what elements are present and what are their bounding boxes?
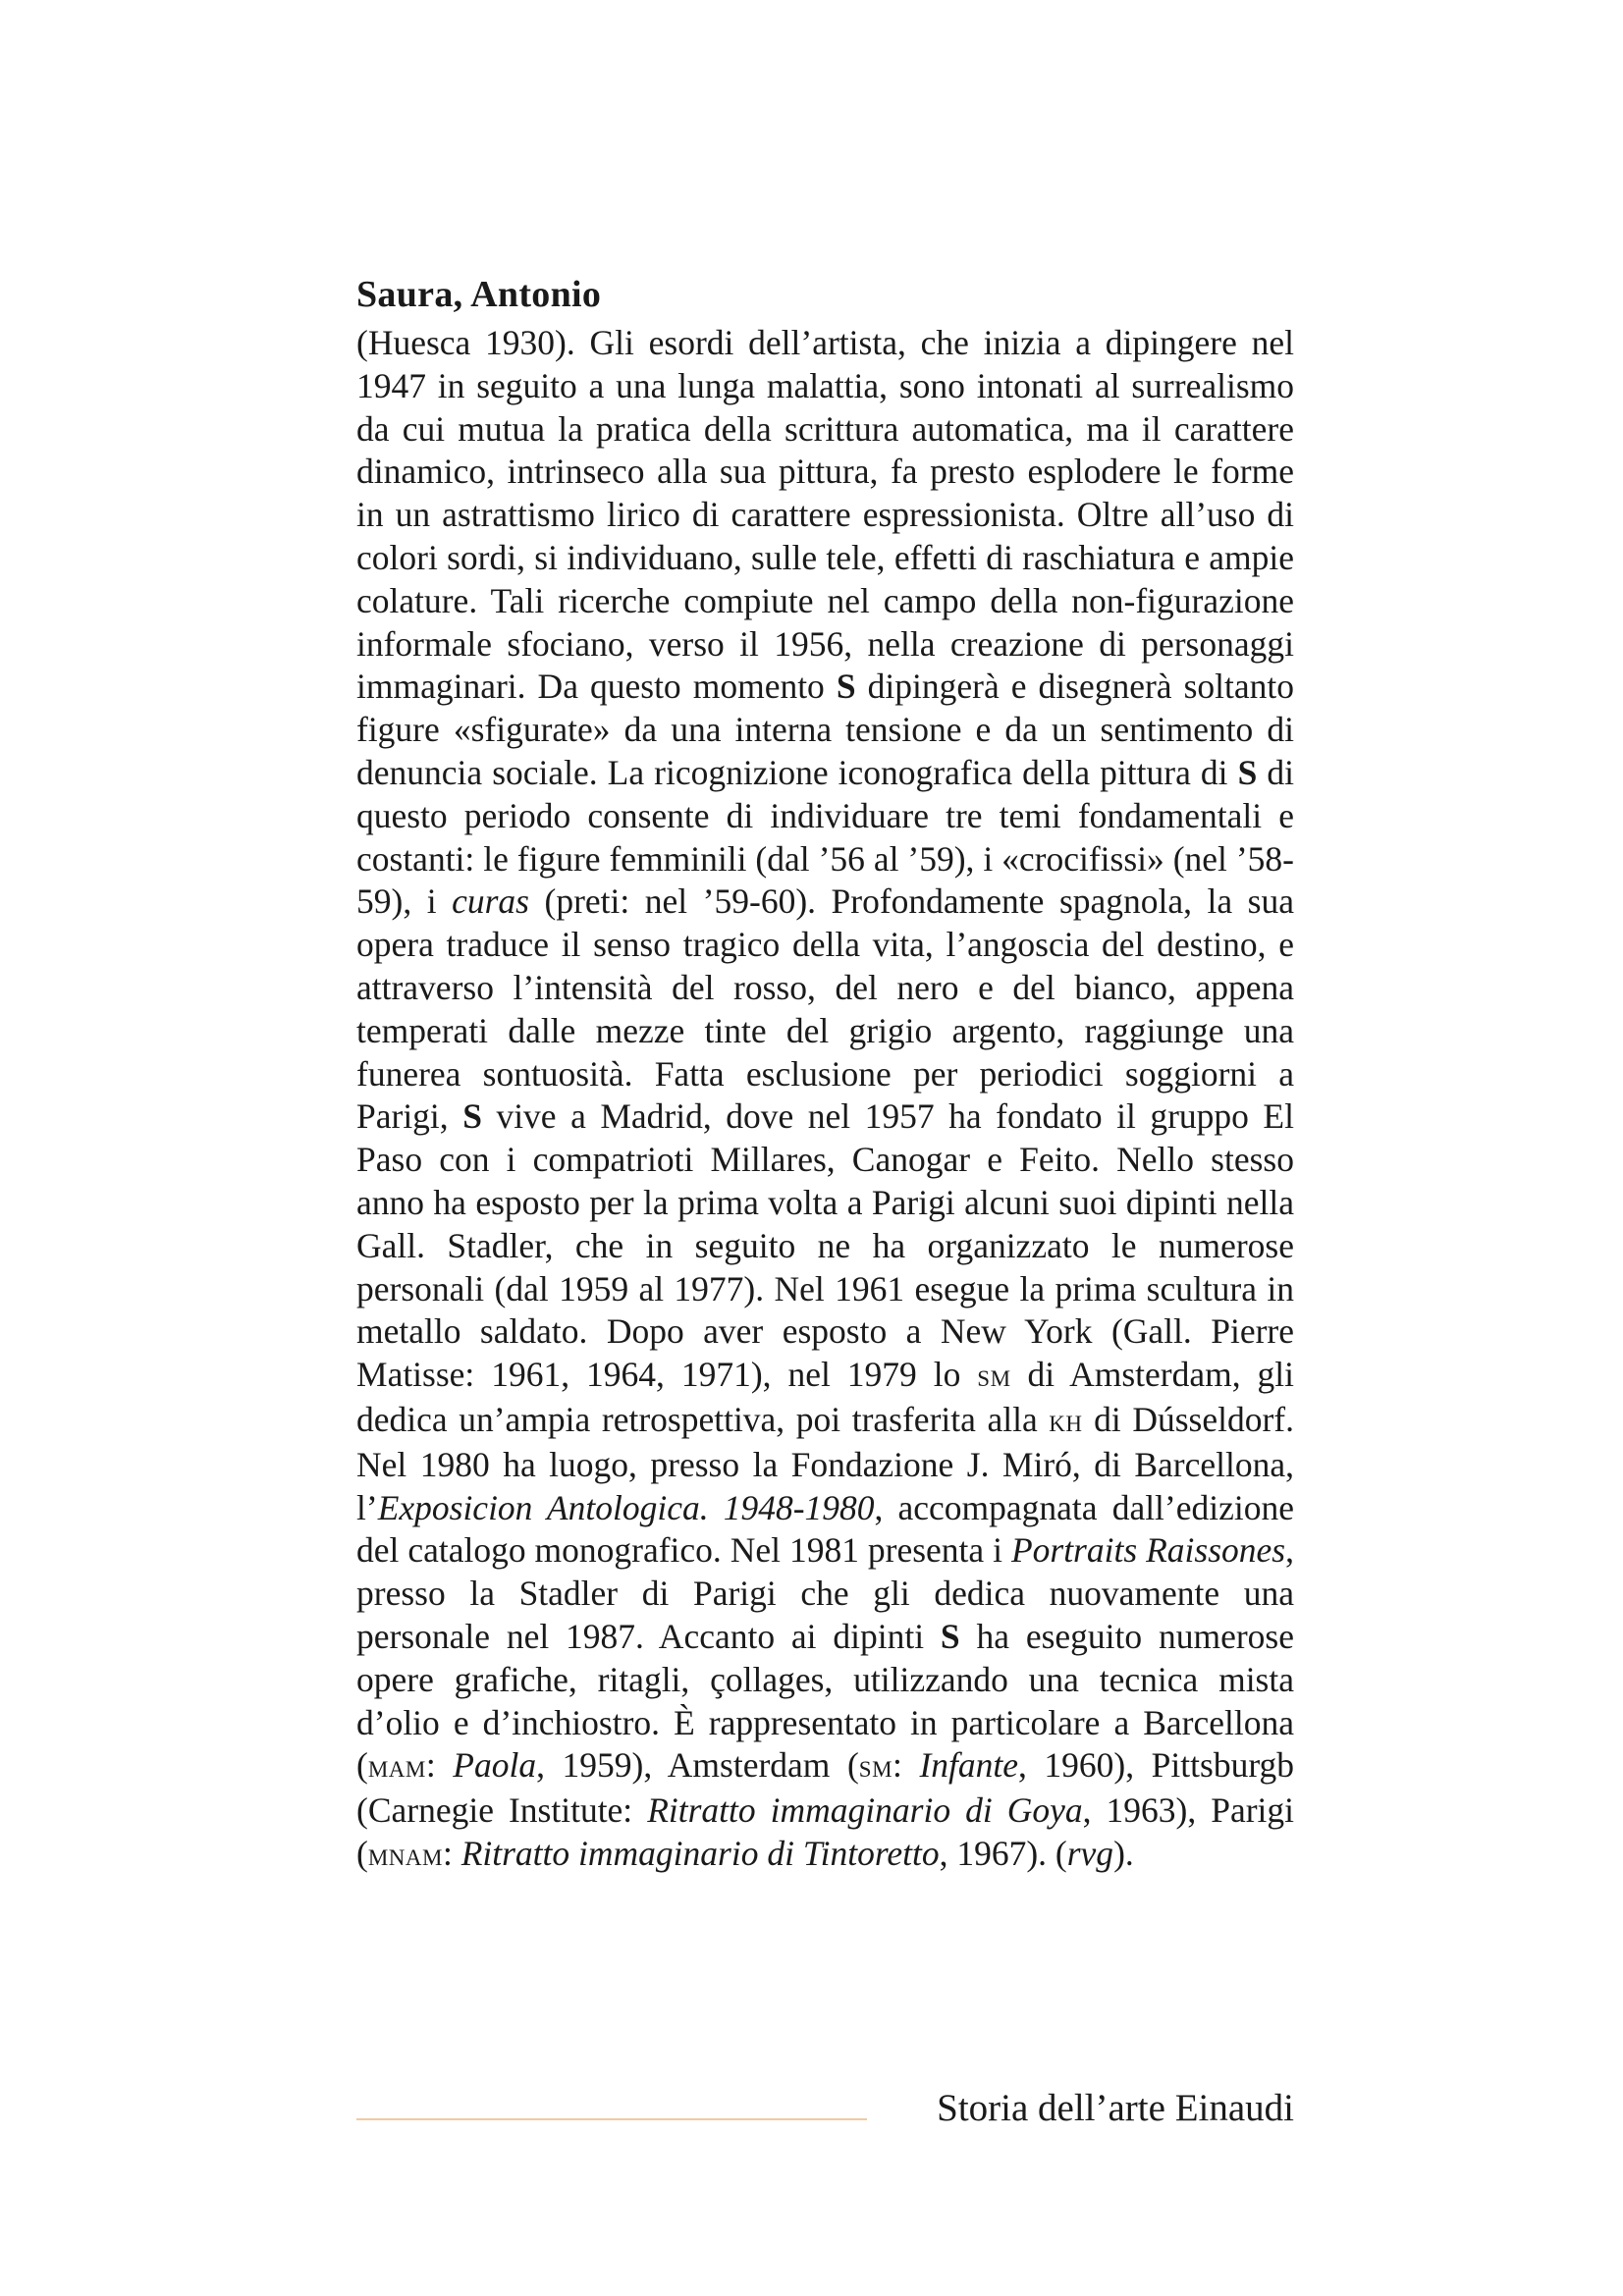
text-run: di Dússeldorf. Nel 1980 ha luogo, presso la Fondazione J. Miró, di Barcellona, l’ bbox=[356, 1399, 1294, 1527]
text-run: ). bbox=[1113, 1833, 1134, 1873]
bold-abbrev: S bbox=[462, 1096, 482, 1137]
italic-title: curas bbox=[452, 881, 529, 922]
bold-abbrev: S bbox=[940, 1616, 960, 1656]
footer-publisher-label: Storia dell’arte Einaudi bbox=[937, 2087, 1294, 2129]
text-run: , 1963), Parigi ( bbox=[356, 1790, 1294, 1873]
text-run: (Huesca 1930). Gli esordi dell’artista, che inizia a dipingere nel 1947 in seguito a una lunga malattia, sono intonati al surrealismo da cui mutua la pratica della scrittura automatica, ma il carattere dinamico, intrinseco alla sua pittura, fa presto esplodere le forme in un astrattismo lirico di carattere espressionista. Oltre all’uso di colori sordi, si individuano, sulle tele, effetti di raschiatura e ampie colature. Tali ricerche compiute nel campo della non-figurazione informale sfociano, verso il 1956, nella creazione di personaggi immaginari. Da questo momento bbox=[356, 323, 1294, 707]
italic-title: Infante bbox=[919, 1745, 1019, 1786]
italic-title: Ritratto immaginario di Goya bbox=[647, 1790, 1083, 1831]
italic-title: Ritratto immaginario di Tintoretto bbox=[460, 1833, 940, 1873]
entry-title: Saura, Antonio bbox=[356, 274, 602, 315]
text-run: , presso la Stadler di Parigi che gli dedica nuovamente una personale nel 1987. Accanto ai dipinti bbox=[356, 1530, 1294, 1656]
text-run: , 1960), Pittsburgb (Carnegie Institute: bbox=[356, 1745, 1295, 1831]
encyclopedia-entry bbox=[356, 271, 1294, 1878]
text-run: , 1959), Amsterdam ( bbox=[536, 1745, 859, 1786]
text-run: : bbox=[893, 1745, 920, 1786]
text-run: , 1967). ( bbox=[939, 1833, 1067, 1873]
italic-title: Paola bbox=[453, 1745, 537, 1786]
small-caps-abbrev: sm bbox=[977, 1359, 1011, 1395]
text-run: : bbox=[442, 1833, 461, 1873]
small-caps-abbrev: sm bbox=[858, 1749, 893, 1786]
text-run: dipingerà e disegnerà soltanto figure «sfigurate» da una interna tensione e da un sentimento di denuncia sociale. La ricognizione iconografica della pittura di bbox=[356, 667, 1295, 792]
text-run: di Amsterdam, gli dedica un’ampia retrospettiva, poi trasferita alla bbox=[356, 1355, 1294, 1439]
small-caps-abbrev: kh bbox=[1049, 1403, 1083, 1439]
text-run: (preti: nel ’59-60). Profondamente spagnola, la sua opera traduce il senso tragico della vita, l’angoscia del destino, e attraverso l’intensità del rosso, del nero e del bianco, appena temperati dalle mezze tinte del grigio argento, raggiunge una funerea sontuosità. Fatta esclusione per periodici soggiorni a Parigi, bbox=[356, 881, 1294, 1137]
small-caps-abbrev: mnam bbox=[367, 1837, 443, 1873]
bold-abbrev: S bbox=[836, 667, 856, 707]
text-run: , accompagnata dall’edizione del catalogo monografico. Nel 1981 presenta i bbox=[356, 1487, 1294, 1571]
text-run: ha eseguito numerose opere grafiche, ritagli, çollages, utilizzando una tecnica mista d’olio e d’inchiostro. È rappresentato in particolare a Barcellona ( bbox=[356, 1616, 1295, 1786]
small-caps-abbrev: mam bbox=[367, 1749, 426, 1786]
footer-rule bbox=[356, 2118, 867, 2120]
italic-title: Portraits Raissones bbox=[1010, 1530, 1286, 1571]
entry-body bbox=[356, 322, 1294, 1878]
page-footer bbox=[356, 2081, 1294, 2140]
text-run: : bbox=[425, 1745, 454, 1786]
text-run: di questo periodo consente di individuare tre temi fondamentali e costanti: le figure femminili (dal ’56 al ’59), i «crocifissi» (nel ’58-59), i bbox=[356, 752, 1294, 922]
text-run: vive a Madrid, dove nel 1957 ha fondato il gruppo El Paso con i compatrioti Millares, Canogar e Feito. Nello stesso anno ha esposto per la prima volta a Parigi alcuni suoi dipinti nella Gall. Stadler, che in seguito ne ha organizzato le numerose personali (dal 1959 al 1977). Nel 1961 esegue la prima scultura in metallo saldato. Dopo aver esposto a New York (Gall. Pierre Matisse: 1961, 1964, 1971), nel 1979 lo bbox=[356, 1096, 1294, 1395]
italic-title: rvg bbox=[1066, 1833, 1114, 1873]
bold-abbrev: S bbox=[1237, 752, 1258, 792]
italic-title: Exposicion Antologica. 1948-1980 bbox=[377, 1487, 875, 1527]
